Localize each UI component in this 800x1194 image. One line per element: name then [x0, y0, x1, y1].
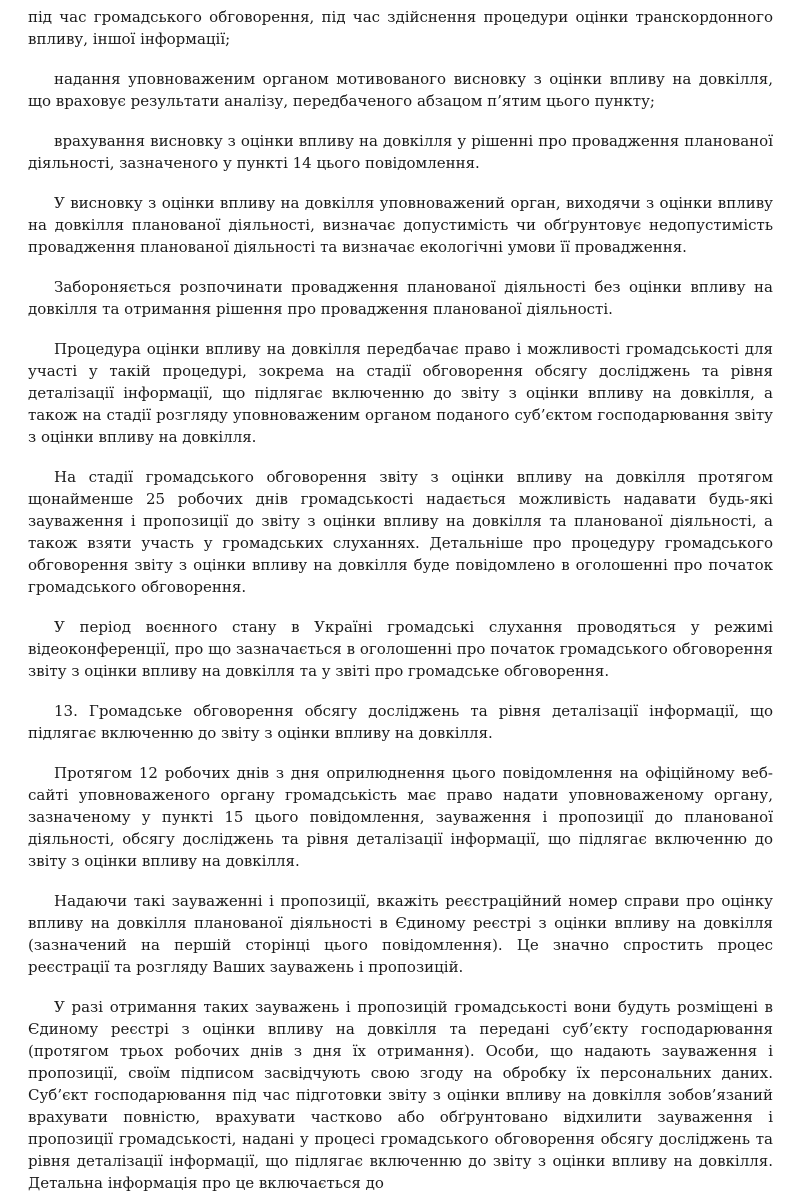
paragraph-comments-handling: У разі отримання таких зауважень і пропозицій громадськості вони будуть розміщені в Єдиному реєстрі з оцінки впливу на довкілля та передані суб’єкту господарювання (протягом трьох робочих днів з дня їх отримання). Особи, що надають зауваження і пропозиції, своїм підписом засвідчують свою згоду на обробку їх персональних даних. Суб’єкт господарювання під час підготовки звіту з оцінки впливу на довкілля зобов’язаний врахувати повністю, врахувати частково або обґрунтовано відхилити зауваження і пропозиції громадськості, надані у процесі громадського обговорення обсягу досліджень та рівня деталізації інформації, що підлягає включенню до звіту з оцінки впливу на довкілля. Детальна інформація про це включається до: [28, 998, 773, 1192]
document-page: [28, 6, 773, 1194]
paragraph-conclusion-content: У висновку з оцінки впливу на довкілля уповноважений орган, виходячи з оцінки впливу на довкілля планованої діяльності, визначає допустимість чи обґрунтовує недопустимість провадження планованої діяльності та визначає екологічні умови її провадження.: [28, 194, 773, 256]
paragraph-public-participation: Процедура оцінки впливу на довкілля передбачає право і можливості громадськості для участі у такій процедурі, зокрема на стадії обговорення обсягу досліджень та рівня деталізації інформації, що підлягає включенню до звіту з оцінки впливу на довкілля, а також на стадії розгляду уповноваженим органом поданого суб’єктом господарювання звіту з оцінки впливу на довкілля.: [28, 340, 773, 446]
paragraph-conclusion-consideration: врахування висновку з оцінки впливу на довкілля у рішенні про провадження планованої діяльності, зазначеного у пункті 14 цього повідомлення.: [28, 132, 773, 172]
paragraph-report-discussion-stage: На стадії громадського обговорення звіту з оцінки впливу на довкілля протягом щонайменше 25 робочих днів громадськості надається можливість надавати будь-які зауваження і пропозиції до звіту з оцінки впливу на довкілля та планованої діяльності, а також взяти участь у громадських слуханнях. Детальніше про процедуру громадського обговорення звіту з оцінки впливу на довкілля буде повідомлено в оголошенні про початок громадського обговорення.: [28, 468, 773, 596]
paragraph-public-discussion-continuation: під час громадського обговорення, під час здійснення процедури оцінки транскордонного впливу, іншої інформації;: [28, 8, 773, 48]
paragraph-registration-number-note: Надаючи такі зауваженні і пропозиції, вкажіть реєстраційний номер справи про оцінку впливу на довкілля планованої діяльності в Єдиному реєстрі з оцінки впливу на довкілля (зазначений на першій сторінці цього повідомлення). Це значно спростить процес реєстрації та розгляду Ваших зауважень і пропозицій.: [28, 892, 773, 976]
section-13-heading: 13. Громадське обговорення обсягу досліджень та рівня деталізації інформації, що підлягає включенню до звіту з оцінки впливу на довкілля.: [28, 702, 773, 742]
paragraph-martial-law-hearings: У період воєнного стану в Україні громадські слухання проводяться у режимі відеоконференції, про що зазначається в оголошенні про початок громадського обговорення звіту з оцінки впливу на довкілля та у звіті про громадське обговорення.: [28, 618, 773, 680]
paragraph-motivated-conclusion: надання уповноваженим органом мотивованого висновку з оцінки впливу на довкілля, що враховує результати аналізу, передбаченого абзацом п’ятим цього пункту;: [28, 70, 773, 110]
paragraph-12-working-days: Протягом 12 робочих днів з дня оприлюднення цього повідомлення на офіційному веб-сайті уповноваженого органу громадськість має право надати уповноваженому органу, зазначеному у пункті 15 цього повідомлення, зауваження і пропозиції до планованої діяльності, обсягу досліджень та рівня деталізації інформації, що підлягає включенню до звіту з оцінки впливу на довкілля.: [28, 764, 773, 870]
paragraph-prohibition: Забороняється розпочинати провадження планованої діяльності без оцінки впливу на довкілля та отримання рішення про провадження планованої діяльності.: [28, 278, 773, 318]
